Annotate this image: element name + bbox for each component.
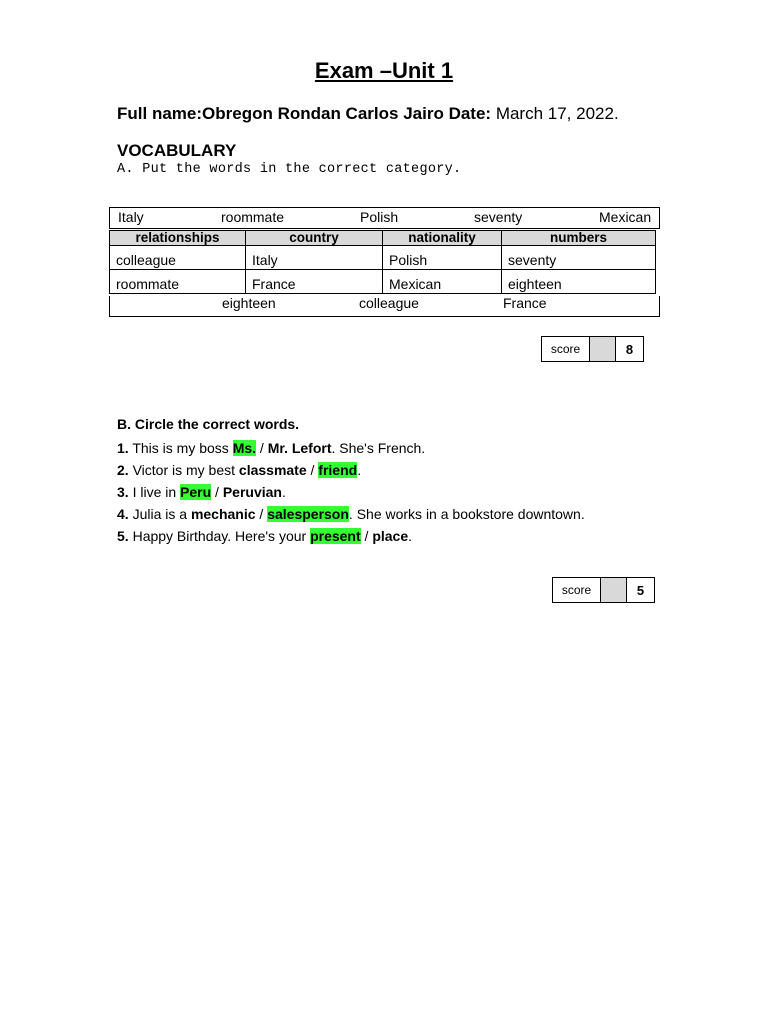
question-2 xyxy=(117,462,361,478)
question-text: Julia is a xyxy=(132,506,191,522)
question-text: . xyxy=(281,484,286,500)
score-value: 8 xyxy=(625,341,634,357)
option-separator: / xyxy=(306,462,319,478)
question-text: This is my boss xyxy=(132,440,233,456)
column-header: country xyxy=(246,231,383,246)
option-separator: / xyxy=(255,506,268,522)
table-cell: France xyxy=(246,270,383,294)
table-row xyxy=(110,246,656,270)
table-row xyxy=(110,270,656,294)
score-value: 5 xyxy=(636,582,645,598)
table-cell: Italy xyxy=(246,246,383,270)
question-1 xyxy=(117,440,425,456)
option-selected[interactable]: friend xyxy=(318,462,358,478)
option[interactable]: mechanic xyxy=(190,506,256,522)
word-bank-word: roommate xyxy=(221,209,285,225)
table-cell: colleague xyxy=(110,246,246,270)
table-cell: roommate xyxy=(110,270,246,294)
option[interactable]: Peruvian xyxy=(222,484,282,500)
word-bank-word: Italy xyxy=(118,209,144,225)
word-bank-bottom xyxy=(109,296,660,317)
option[interactable]: place xyxy=(372,528,409,544)
option[interactable]: classmate xyxy=(238,462,307,478)
date-value: March 17, 2022. xyxy=(495,104,619,123)
score-box-b xyxy=(552,577,655,603)
word-bank-top xyxy=(109,207,660,229)
question-text: . She works in a bookstore downtown. xyxy=(348,506,585,522)
word-bank-word: seventy xyxy=(474,209,523,225)
question-text: Happy Birthday. Here's your xyxy=(132,528,311,544)
category-table xyxy=(109,230,656,294)
option-separator: / xyxy=(360,528,373,544)
question-text: I live in xyxy=(132,484,181,500)
question-text: . She's French. xyxy=(331,440,426,456)
word-bank-word: Mexican xyxy=(599,209,652,225)
option-selected[interactable]: salesperson xyxy=(267,506,349,522)
instruction-b: B. Circle the correct words. xyxy=(117,416,300,432)
column-header: relationships xyxy=(110,231,246,246)
word-bank-word: Polish xyxy=(360,209,399,225)
question-number: 2. xyxy=(117,462,129,478)
question-number: 5. xyxy=(117,528,129,544)
instruction-a: A. Put the words in the correct category. xyxy=(117,162,462,177)
score-box-a xyxy=(541,336,644,362)
name-label: Full name: xyxy=(117,104,203,123)
option-selected[interactable]: Ms. xyxy=(232,440,257,456)
option[interactable]: Mr. Lefort xyxy=(267,440,332,456)
column-header: numbers xyxy=(502,231,656,246)
table-cell: Polish xyxy=(383,246,502,270)
question-text: . xyxy=(357,462,362,478)
option-selected[interactable]: Peru xyxy=(180,484,212,500)
score-label: score xyxy=(553,578,601,602)
full-name-line xyxy=(117,104,619,124)
exam-title: Exam –Unit 1 xyxy=(314,58,454,83)
table-cell: Mexican xyxy=(383,270,502,294)
score-blank xyxy=(601,578,627,602)
column-header: nationality xyxy=(383,231,502,246)
option-selected[interactable]: present xyxy=(310,528,361,544)
score-label: score xyxy=(542,337,590,361)
question-number: 3. xyxy=(117,484,129,500)
question-3 xyxy=(117,484,286,500)
question-number: 4. xyxy=(117,506,129,522)
vocabulary-heading: VOCABULARY xyxy=(117,141,237,160)
option-separator: / xyxy=(256,440,268,456)
score-blank xyxy=(590,337,616,361)
date-label: Date: xyxy=(448,104,492,123)
word-bank-word: eighteen xyxy=(222,295,276,311)
table-cell: seventy xyxy=(502,246,656,270)
table-cell: eighteen xyxy=(502,270,656,294)
question-5 xyxy=(117,528,412,544)
question-4 xyxy=(117,506,585,522)
word-bank-word: colleague xyxy=(359,295,419,311)
option-separator: / xyxy=(211,484,223,500)
name-value: Obregon Rondan Carlos Jairo xyxy=(202,104,444,123)
question-text: . xyxy=(408,528,413,544)
word-bank-word: France xyxy=(503,295,547,311)
question-text: Victor is my best xyxy=(132,462,239,478)
question-number: 1. xyxy=(117,440,129,456)
